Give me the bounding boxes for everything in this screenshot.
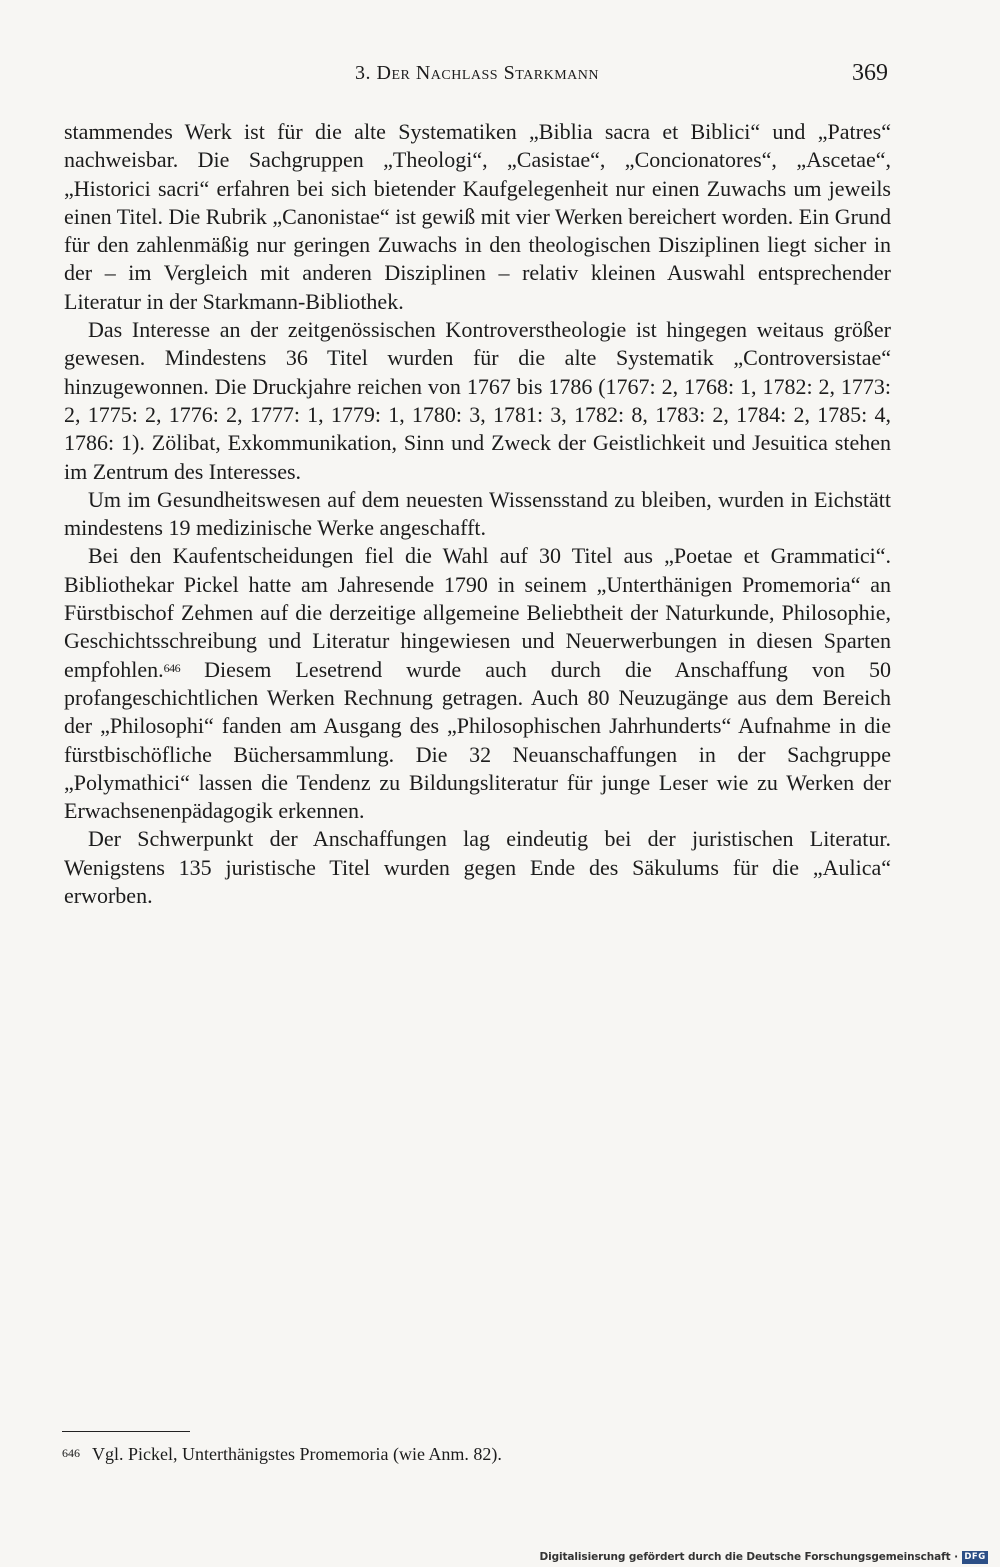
paragraph-1 [64, 118, 891, 316]
running-title [62, 62, 892, 85]
body-text [64, 118, 891, 910]
footnote-reference[interactable]: 646 [163, 660, 181, 675]
running-title-prefix: 3. [355, 62, 377, 84]
footnote-number: 646 [62, 1446, 80, 1460]
running-title-text: Der Nachlass Starkmann [376, 62, 599, 84]
running-head [62, 60, 892, 94]
paragraph-1-rest: „Patres“ nachweisbar. Die Sachgruppen „Theologi“, „Casistae“, „Concionatores“, „Ascetae“, „Historici sacri“ erfahren bei sich bietender Kaufgelegenheit nur einen Zuwachs um jeweils einen Titel. Die Rubrik „Canonistae“ ist gewiß mit vier Werken bereichert worden. Ein Grund für den zahlenmäßig nur geringen Zuwachs in den theologischen Disziplinen liegt sicher in der – im Vergleich mit anderen Disziplinen – relativ kleinen Auswahl entsprechender Literatur in der Starkmann-Bibliothek. [64, 119, 892, 314]
dfg-logo-icon: DFG [962, 1551, 988, 1564]
paragraph-2: Das Interesse an der zeitgenössischen Kontroverstheologie ist hingegen weitaus größer gewesen. Mindestens 36 Titel wurden für die alte Systematik „Controversistae“ hinzugewonnen. Die Druckjahre reichen von 1767 bis 1786 (1767: 2, 1768: 1, 1782: 2, 1773: 2, 1775: 2, 1776: 2, 1777: 1, 1779: 1, 1780: 3, 1781: 3, 1782: 8, 1783: 2, 1784: 2, 1785: 4, 1786: 1). Zölibat, Exkommunikation, Sinn und Zweck der Geistlichkeit und Jesuitica stehen im Zentrum des Interesses. [64, 317, 891, 484]
credit-text: Digitalisierung gefördert durch die Deutsche Forschungsgemeinschaft · [539, 1551, 958, 1563]
page-number: 369 [852, 60, 888, 86]
footnote-text: Vgl. Pickel, Unterthänigstes Promemoria (wie Anm. 82). [92, 1444, 502, 1464]
paragraph-3: Um im Gesundheitswesen auf dem neuesten Wissensstand zu bleiben, wurden in Eichstätt mindestens 19 medizinische Werke angeschafft. [64, 486, 891, 541]
paragraph-5: Der Schwerpunkt der Anschaffungen lag eindeutig bei der juristischen Literatur. Wenigstens 135 juristische Titel wurden gegen Ende des Säkulums für die „Aulica“ erworben. [64, 826, 891, 909]
paragraph-4 [64, 542, 891, 825]
paragraph-4-part-2: Diesem Lesetrend wurde auch durch die Anschaffung von 50 profangeschichtlichen Werken Rechnung getragen. Auch 80 Neuzugänge aus dem Bereich der „Philosophi“ fanden am Ausgang des „Philosophischen Jahrhunderts“ Aufnahme in die fürstbischöfliche Büchersammlung. Die 32 Neuanschaffungen in der Sachgruppe „Polymathici“ lassen die Tendenz zu Bildungsliteratur für junge Leser wie zu Werken der Erwachsenenpädagogik erkennen. [64, 656, 891, 824]
paragraph-4-part-1: Bei den Kaufentscheidungen fiel die Wahl auf 30 Titel aus „Poetae et Grammatici“. Bibliothekar Pickel hatte am Jahresende 1790 in seinem „Unterthänigen Promemoria“ an Fürstbischof Zehmen auf die derzeitige allgemeine Beliebtheit der Naturkunde, Philosophie, Geschichtsschreibung und Literatur hingewiesen und Neuerwerbungen in diesen Sparten empfohlen. [64, 543, 891, 682]
footnote-rule [62, 1431, 190, 1432]
paragraph-1-line-1: stammendes Werk ist für die alte Systematiken „Biblia sacra et Biblici“ und [64, 119, 806, 144]
footnote [62, 1442, 889, 1466]
digitization-credit [539, 1549, 988, 1565]
